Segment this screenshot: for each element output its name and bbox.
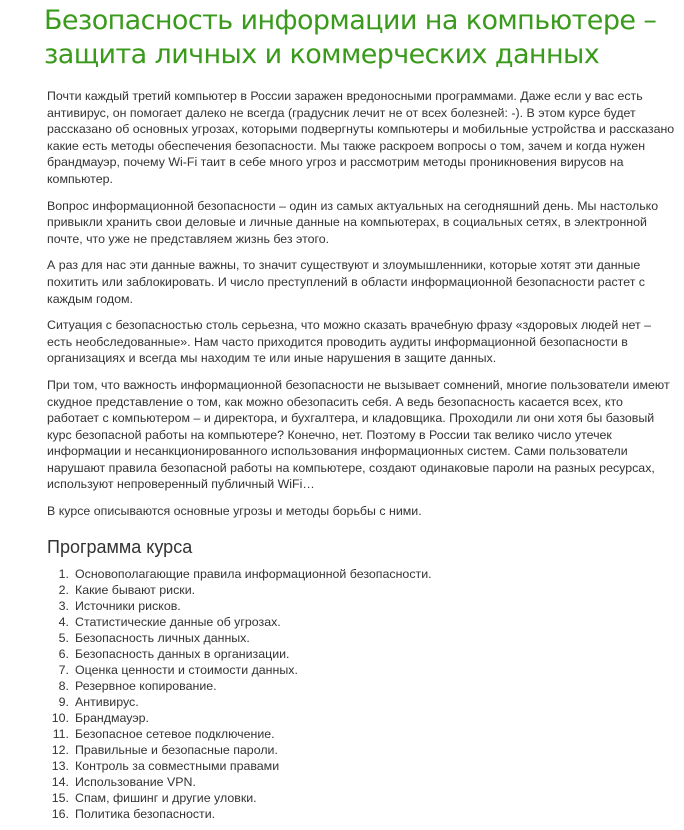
list-item bbox=[47, 742, 675, 758]
list-item-number: 8. bbox=[58, 678, 69, 693]
list-item-text: Основополагающие правила информационной безопасности. bbox=[75, 566, 432, 581]
list-item bbox=[47, 806, 675, 822]
list-item-number: 12. bbox=[51, 742, 69, 757]
list-item-number: 11. bbox=[52, 726, 69, 741]
list-item-number: 1. bbox=[58, 566, 69, 581]
paragraph-course-summary: В курсе описываются основные угрозы и методы борьбы с ними. bbox=[47, 504, 422, 519]
list-item-number: 9. bbox=[58, 694, 69, 709]
list-item bbox=[47, 694, 675, 710]
list-item-number: 10. bbox=[51, 710, 69, 725]
list-item-text: Безопасность личных данных. bbox=[75, 630, 250, 645]
list-item bbox=[47, 566, 675, 582]
list-item-text: Резервное копирование. bbox=[75, 678, 217, 693]
list-item-number: 7. bbox=[58, 662, 69, 677]
list-item-number: 4. bbox=[58, 614, 69, 629]
list-item bbox=[47, 678, 675, 694]
list-item bbox=[47, 758, 675, 774]
list-item-text: Использование VPN. bbox=[75, 774, 196, 789]
paragraph-relevance: Вопрос информационной безопасности – один из самых актуальных на сегодняшний день. Мы настолько привыкли хранить свои деловые и личные данные на компьютерах, в социальных сетях, в электронной почте, что уже не представляем жизнь без этого. bbox=[47, 198, 659, 246]
list-item-text: Политика безопасности. bbox=[75, 806, 216, 821]
list-item-text: Оценка ценности и стоимости данных. bbox=[75, 662, 298, 677]
list-item-text: Какие бывают риски. bbox=[75, 582, 196, 597]
list-item-text: Спам, фишинг и другие уловки. bbox=[75, 790, 257, 805]
list-item-text: Правильные и безопасные пароли. bbox=[75, 742, 278, 757]
list-item-text: Антивирус. bbox=[75, 694, 139, 709]
list-item bbox=[47, 662, 675, 678]
list-item-number: 5. bbox=[58, 630, 69, 645]
program-heading: Программа курса bbox=[47, 536, 193, 557]
paragraph-attackers: А раз для нас эти данные важны, то значит существуют и злоумышленники, которые хотят эти данные похитить или заблокировать. И число преступлений в области информационной безопасности растет с каждым годом. bbox=[47, 258, 646, 306]
paragraph-users: При том, что важность информационной безопасности не вызывает сомнений, многие пользователи имеют скудное представление о том, как можно обезопасить себя. А ведь безопасность касается всех, кто работает с компьютером – и директора, и бухгалтера, и кладовщика. Проходили ли они хотя бы базовый курс безопасной работы на компьютере? Конечно, нет. Поэтому в России так велико число утечек информации и несанкционированного использования информационных систем. Сами пользователи нарушают правила безопасной работы на компьютере, создают одинаковые пароли на разных ресурсах, используют непроверенный публичный WiFi… bbox=[47, 377, 670, 492]
list-item-number: 15. bbox=[51, 790, 69, 805]
list-item-text: Брандмауэр. bbox=[75, 710, 149, 725]
article-body bbox=[47, 88, 675, 822]
list-item-number: 2. bbox=[58, 582, 69, 597]
list-item bbox=[47, 630, 675, 646]
list-item-text: Контроль за совместными правами bbox=[75, 758, 280, 773]
paragraph-situation: Ситуация с безопасностью столь серьезна, что можно сказать врачебную фразу «здоровых людей нет – есть необследованные». Нам часто приходится проводить аудиты информационной безопасности в организациях и всегда мы находим те или иные нарушения в защите данных. bbox=[47, 318, 652, 366]
page-title: Безопасность информации на компьютере – защита личных и коммерческих данных bbox=[44, 5, 657, 70]
list-item-number: 16. bbox=[51, 806, 69, 821]
list-item-text: Безопасное сетевое подключение. bbox=[75, 726, 275, 741]
list-item bbox=[47, 614, 675, 630]
list-item bbox=[47, 790, 675, 806]
list-item bbox=[47, 774, 675, 790]
list-item-number: 6. bbox=[58, 646, 69, 661]
list-item-number: 3. bbox=[58, 598, 69, 613]
intro-paragraph: Почти каждый третий компьютер в России заражен вредоносными программами. Даже если у вас есть антивирус, он помогает далеко не всегда (градусник лечит не от всех болезней: -). В этом курсе будет рассказано об основных угрозах, которыми подвергнуты компьютеры и мобильные устройства и рассказано какие есть методы обеспечения безопасности. Мы также раскроем вопросы о том, зачем и когда нужен брандмауэр, почему Wi-Fi таит в себе много угроз и рассмотрим методы проникновения вирусов на компьютер. bbox=[47, 89, 675, 186]
program-list bbox=[47, 566, 675, 822]
list-item-text: Источники рисков. bbox=[75, 598, 181, 613]
list-item-number: 13. bbox=[51, 758, 69, 773]
list-item bbox=[47, 646, 675, 662]
list-item-text: Статистические данные об угрозах. bbox=[75, 614, 281, 629]
list-item bbox=[47, 710, 675, 726]
list-item bbox=[47, 726, 675, 742]
list-item bbox=[47, 582, 675, 598]
list-item bbox=[47, 598, 675, 614]
list-item-number: 14. bbox=[51, 774, 69, 789]
list-item-text: Безопасность данных в организации. bbox=[75, 646, 290, 661]
